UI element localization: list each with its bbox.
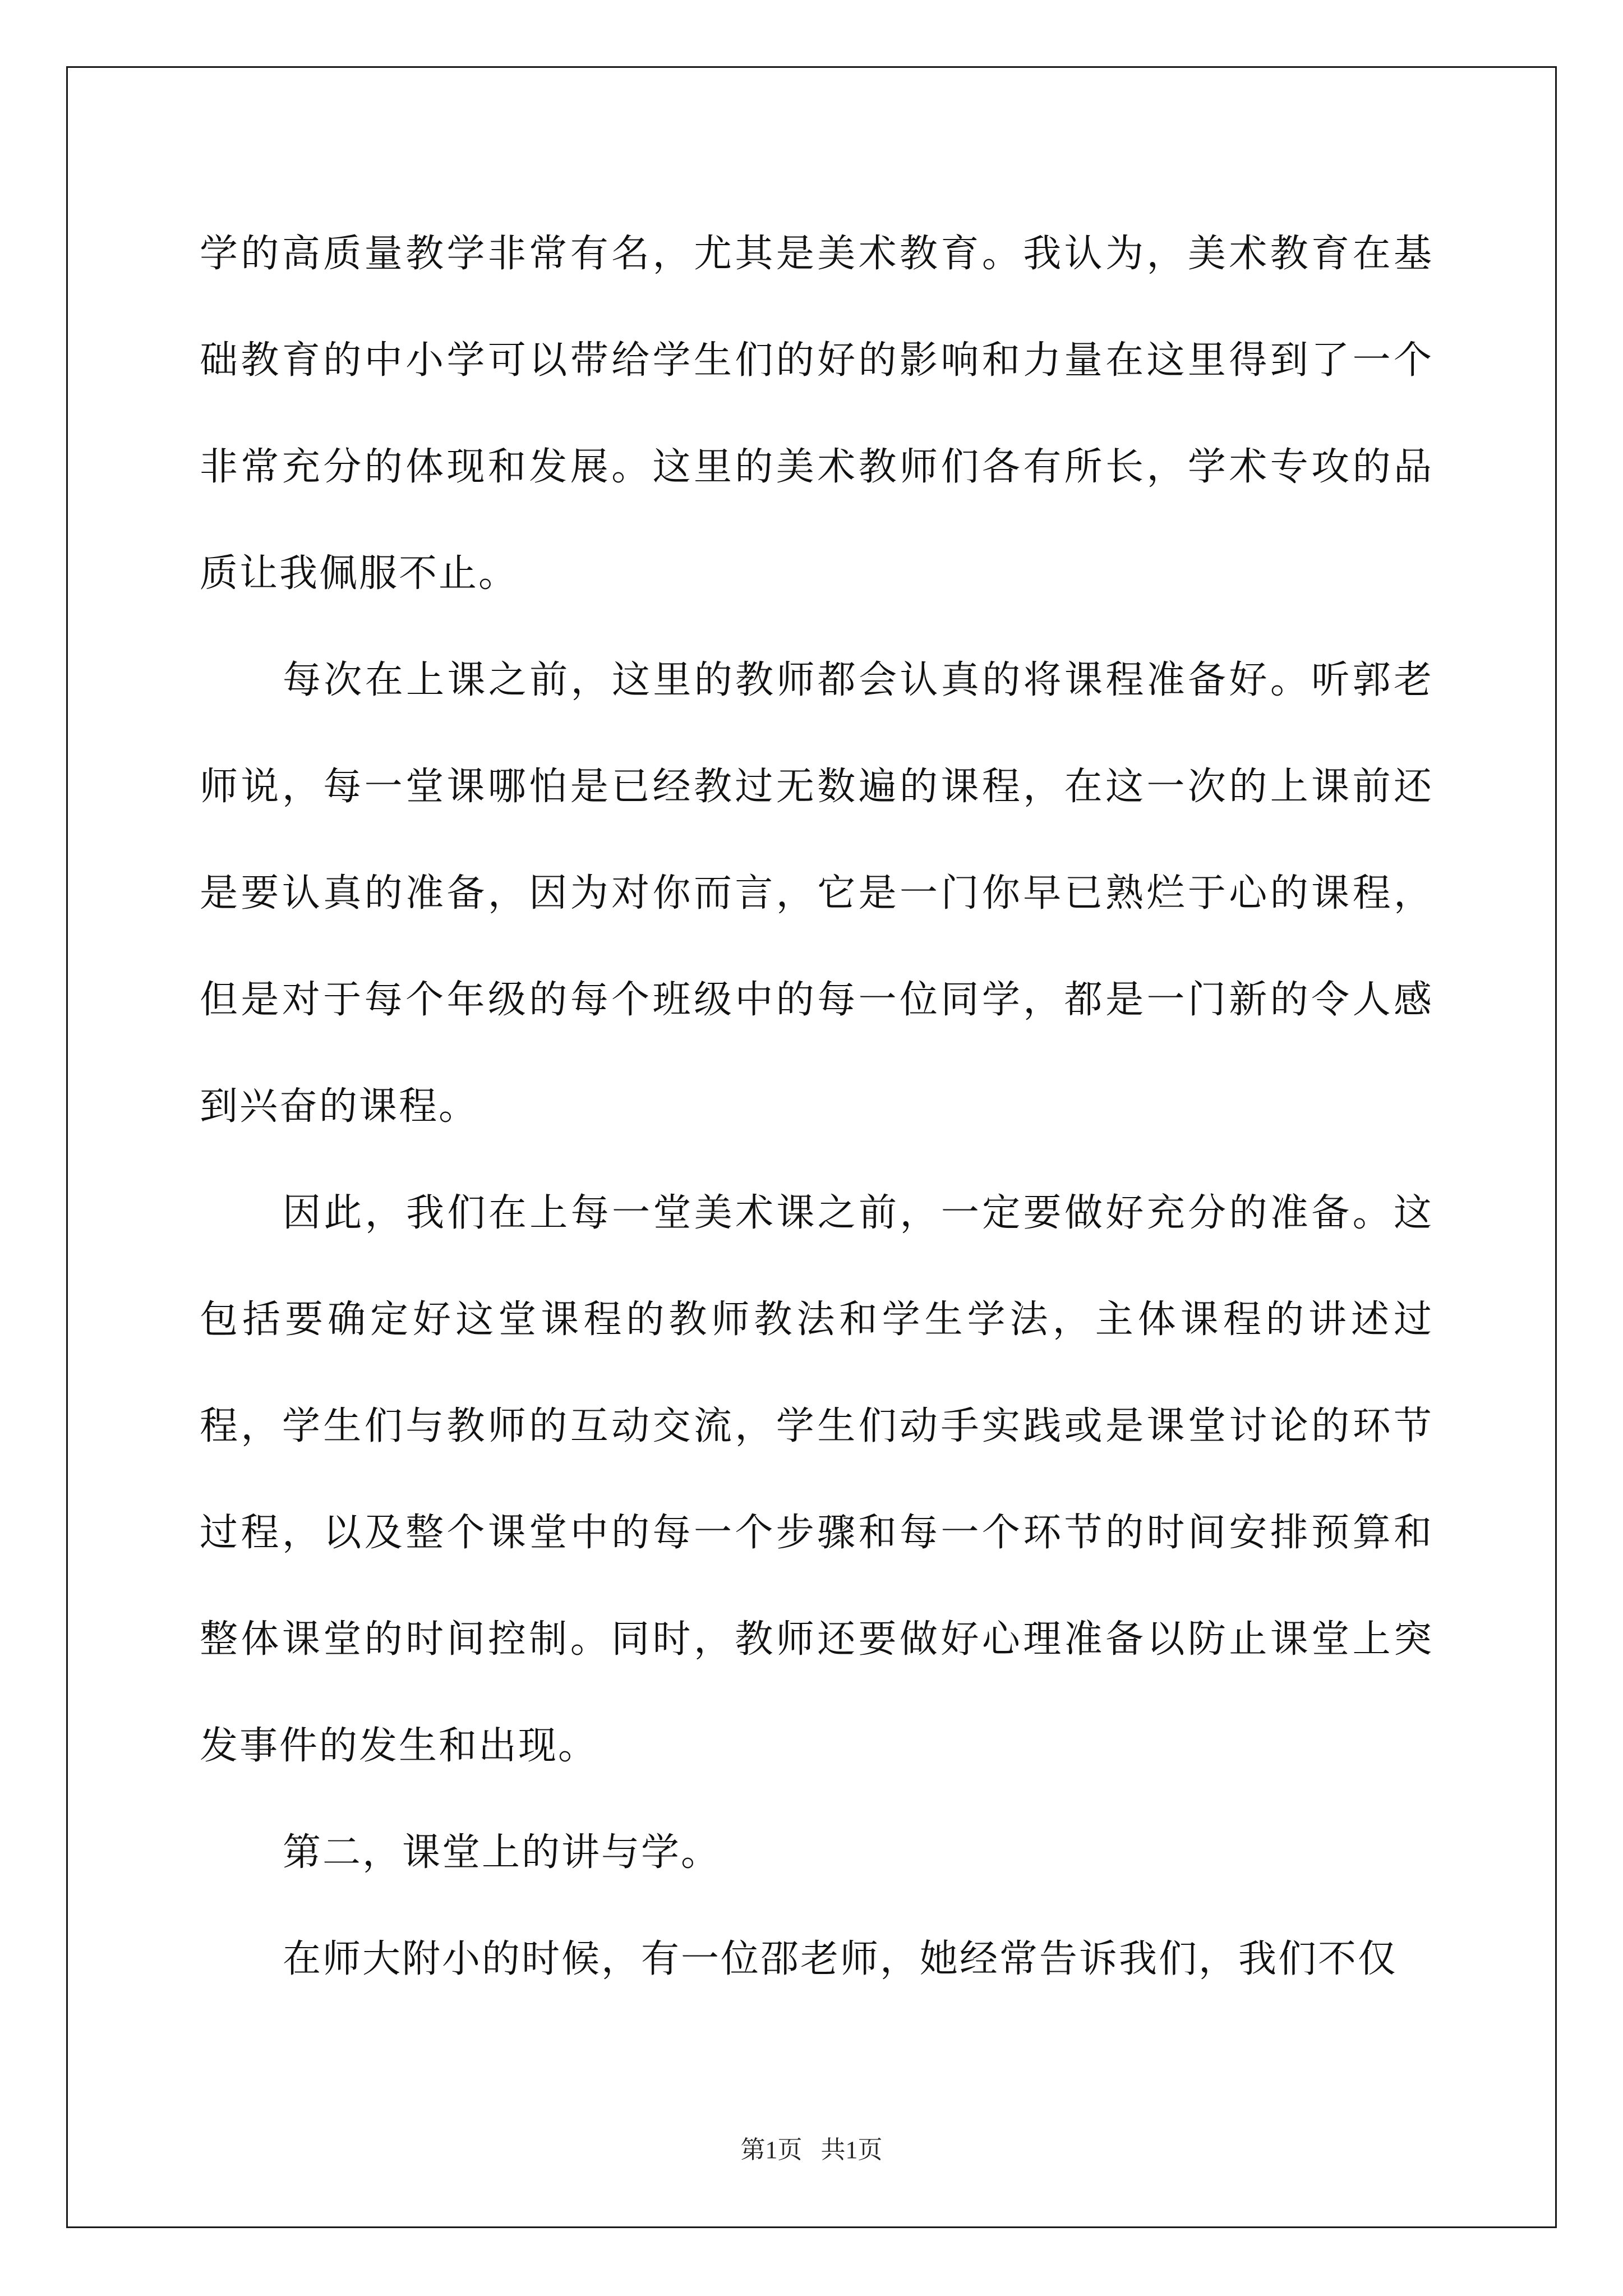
document-body	[200, 201, 1433, 2013]
paragraph-1: 学的高质量教学非常有名，尤其是美术教育。我认为，美术教育在基础教育的中小学可以带给学生们的好的影响和力量在这里得到了一个非常充分的体现和发展。这里的美术教师们各有所长，学术专攻的品质让我佩服不止。	[200, 232, 1433, 596]
paragraph-3: 因此，我们在上每一堂美术课之前，一定要做好充分的准备。这包括要确定好这堂课程的教师教法和学生学法，主体课程的讲述过程，学生们与教师的互动交流，学生们动手实践或是课堂讨论的环节过程，以及整个课堂中的每一个步骤和每一个环节的时间安排预算和整体课堂的时间控制。同时，教师还要做好心理准备以防止课堂上突发事件的发生和出现。	[200, 1191, 1433, 1768]
paragraph-5: 在师大附小的时候，有一位邵老师，她经常告诉我们，我们不仅	[283, 1937, 1398, 1981]
paragraph-2: 每次在上课之前，这里的教师都会认真的将课程准备好。听郭老师说，每一堂课哪怕是已经教过无数遍的课程，在这一次的上课前还是要认真的准备，因为对你而言，它是一门你早已熟烂于心的课程，但是对于每个年级的每个班级中的每一位同学，都是一门新的令人感到兴奋的课程。	[200, 658, 1433, 1129]
page-footer: 第1页 共1页	[740, 2136, 883, 2164]
paragraph-4: 第二，课堂上的讲与学。	[283, 1830, 721, 1875]
